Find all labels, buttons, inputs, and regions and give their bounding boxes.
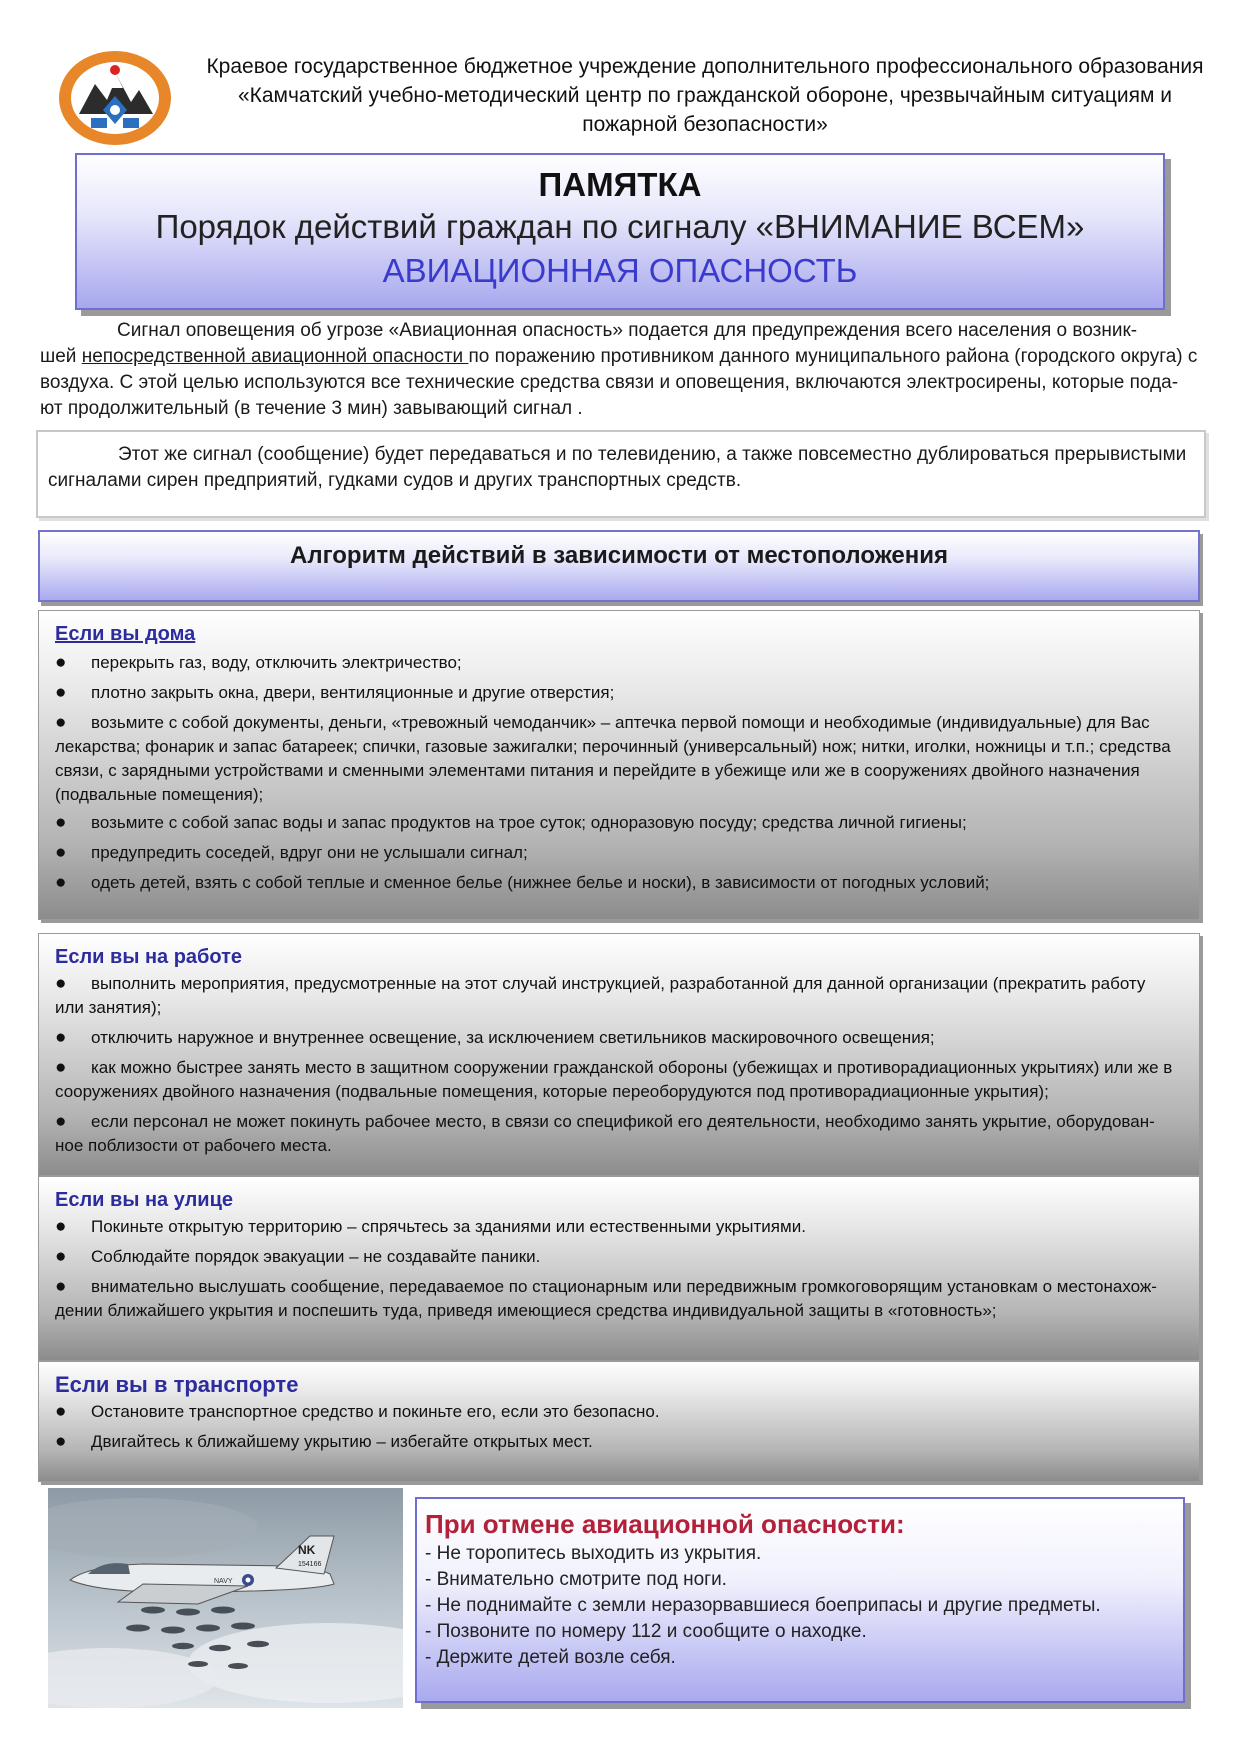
section-title: Если вы на работе	[55, 946, 243, 968]
item-text: Остановите транспортное средство и покиньте его, если это безопасно.	[91, 1402, 660, 1421]
item-text: как можно быстрее занять место в защитном сооружении гражданской обороны (убежищах и противорадиационных укрытиях) или же в	[91, 1058, 1173, 1077]
intro-line: Сигнал оповещения об угрозе «Авиационная опасность» подается для предупреждения всего населения о возник-	[117, 320, 1138, 341]
fuselage-text: NAVY	[214, 1578, 233, 1585]
bullet-icon: ●	[55, 1276, 67, 1297]
section-title: Если вы дома	[55, 623, 196, 645]
item-continuation: сооружениях двойного назначения (подвальные помещения, которые переоборудуются под противорадиационные укрытия);	[55, 1082, 1049, 1101]
item-text: возьмите с собой документы, деньги, «тревожный чемоданчик» – аптечка первой помощи и необходимые (индивидуальные) для Вас	[91, 713, 1150, 732]
item-text: перекрыть газ, воду, отключить электричество;	[91, 653, 462, 672]
section-home	[38, 610, 1200, 920]
list-item	[55, 1026, 1185, 1050]
organization-line: Краевое государственное бюджетное учреждение дополнительного профессионального образования	[206, 55, 1204, 78]
tail-code: NK	[298, 1543, 316, 1557]
list-item	[55, 1275, 1185, 1323]
bullet-icon: ●	[55, 842, 67, 863]
bullet-icon: ●	[55, 1057, 67, 1078]
broadcast-note	[36, 430, 1206, 518]
item-text: Двигайтесь к ближайшему укрытию – избегайте открытых мест.	[91, 1432, 593, 1451]
note-line: сигналами сирен предприятий, гудками судов и других транспортных средств.	[48, 470, 742, 491]
intro-paragraph	[40, 318, 1210, 422]
list-item: - Держите детей возле себя.	[425, 1647, 676, 1668]
list-item: - Позвоните по номеру 112 и сообщите о находке.	[425, 1621, 867, 1642]
bullet-icon: ●	[55, 973, 67, 994]
list-item	[55, 871, 1185, 895]
item-text: Покиньте открытую территорию – спрячьтесь за зданиями или естественными укрытиями.	[91, 1217, 806, 1236]
list-item	[55, 1215, 1185, 1239]
bullet-icon: ●	[55, 652, 67, 673]
aircraft-photo	[48, 1488, 403, 1708]
item-continuation: связи, с зарядными устройствами и сменными элементами питания и перейдите в убежище или же в сооружениях двойного назначения	[55, 761, 1140, 780]
section-title: Если вы в транспорте	[55, 1372, 299, 1397]
section-work	[38, 933, 1200, 1176]
bullet-icon: ●	[55, 1246, 67, 1267]
list-item	[55, 1400, 1185, 1424]
item-continuation: лекарства; фонарик и запас батареек; спички, газовые зажигалки; перочинный (универсальный) нож; нитки, иголки, ножницы и т.п.; средства	[55, 737, 1171, 756]
item-text: плотно закрыть окна, двери, вентиляционные и другие отверстия;	[91, 683, 615, 702]
bullet-icon: ●	[55, 1401, 67, 1422]
page-title: ПАМЯТКА	[538, 166, 702, 203]
item-text: возьмите с собой запас воды и запас продуктов на трое суток; одноразовую посуду; средства личной гигиены;	[91, 813, 967, 832]
list-item: - Не поднимайте с земли неразорвавшиеся боеприпасы и другие предметы.	[425, 1595, 1101, 1616]
list-item	[55, 841, 1185, 865]
bullet-icon: ●	[55, 1216, 67, 1237]
list-item	[55, 1245, 1185, 1269]
aircraft-bombing-icon	[48, 1488, 403, 1708]
list-item	[55, 1430, 1185, 1454]
work-list	[55, 972, 1185, 1158]
street-list	[55, 1215, 1185, 1323]
all-clear-list	[425, 1541, 1173, 1671]
bullet-icon: ●	[55, 712, 67, 733]
bullet-icon: ●	[55, 1111, 67, 1132]
organization-name	[190, 52, 1220, 139]
organization-line: пожарной безопасности»	[582, 113, 828, 136]
item-text: одеть детей, взять с собой теплые и сменное белье (нижнее белье и носки), в зависимости от погодных условий;	[91, 873, 990, 892]
all-clear-title: При отмене авиационной опасности:	[425, 1509, 905, 1539]
bullet-icon: ●	[55, 872, 67, 893]
title-panel	[75, 153, 1165, 310]
intro-text: шей	[40, 346, 82, 367]
section-title: Если вы на улице	[55, 1189, 233, 1211]
item-text: если персонал не может покинуть рабочее место, в связи со спецификой его деятельности, необходимо занять укрытие, оборудован-	[91, 1112, 1155, 1131]
item-text: внимательно выслушать сообщение, передаваемое по стационарным или передвижным громкоговорящим установкам о местонахож-	[91, 1277, 1157, 1296]
intro-line	[40, 344, 1210, 370]
item-text: выполнить мероприятия, предусмотренные на этот случай инструкцией, разработанной для данной организации (прекратить работу	[91, 974, 1146, 993]
bullet-icon: ●	[55, 1431, 67, 1452]
item-text: Соблюдайте порядок эвакуации – не создавайте паники.	[91, 1247, 541, 1266]
item-continuation: (подвальные помещения);	[55, 785, 264, 804]
item-text: отключить наружное и внутреннее освещение, за исключением светильников маскировочного освещения;	[91, 1028, 935, 1047]
organization-logo	[55, 48, 175, 148]
organization-line: «Камчатский учебно-методический центр по гражданской обороне, чрезвычайным ситуациям и	[237, 84, 1173, 107]
home-list	[55, 651, 1185, 895]
all-clear-panel	[415, 1497, 1185, 1703]
hazard-name: АВИАЦИОННАЯ ОПАСНОСТЬ	[382, 252, 858, 289]
item-continuation: дении ближайшего укрытия и поспешить туда, приведя имеющиеся средства индивидуальной защиты в «готовность»;	[55, 1301, 997, 1320]
list-item	[55, 711, 1185, 807]
list-item	[55, 681, 1185, 705]
emblem-icon	[55, 48, 175, 148]
list-item: - Внимательно смотрите под ноги.	[425, 1569, 727, 1590]
list-item	[55, 972, 1185, 1020]
section-street	[38, 1176, 1200, 1361]
list-item: - Не торопитесь выходить из укрытия.	[425, 1543, 762, 1564]
list-item	[55, 651, 1185, 675]
transport-list	[55, 1400, 1185, 1454]
list-item	[55, 811, 1185, 835]
bullet-icon: ●	[55, 1027, 67, 1048]
item-text: предупредить соседей, вдруг они не услышали сигнал;	[91, 843, 528, 862]
bullet-icon: ●	[55, 682, 67, 703]
list-item	[55, 1056, 1185, 1104]
note-line: Этот же сигнал (сообщение) будет передаваться и по телевидению, а также повсеместно дублироваться прерывистыми	[118, 444, 1187, 465]
tail-number: 154166	[298, 1561, 322, 1568]
page-subtitle: Порядок действий граждан по сигналу «ВНИМАНИЕ ВСЕМ»	[155, 208, 1085, 245]
item-continuation: ное поблизости от рабочего места.	[55, 1136, 332, 1155]
intro-text: по поражению противником данного муниципального района (городского округа) с	[468, 346, 1198, 367]
underlined-phrase: непосредственной авиационной опасности	[81, 346, 469, 367]
algorithm-heading: Алгоритм действий в зависимости от местоположения	[38, 530, 1200, 602]
bullet-icon: ●	[55, 812, 67, 833]
intro-line: ют продолжительный (в течение 3 мин) завывающий сигнал .	[40, 398, 583, 419]
intro-line: воздуха. С этой целью используются все технические средства связи и оповещения, включаются электросирены, которые пода-	[40, 372, 1179, 393]
item-continuation: или занятия);	[55, 998, 162, 1017]
list-item	[55, 1110, 1185, 1158]
section-transport	[38, 1361, 1200, 1482]
